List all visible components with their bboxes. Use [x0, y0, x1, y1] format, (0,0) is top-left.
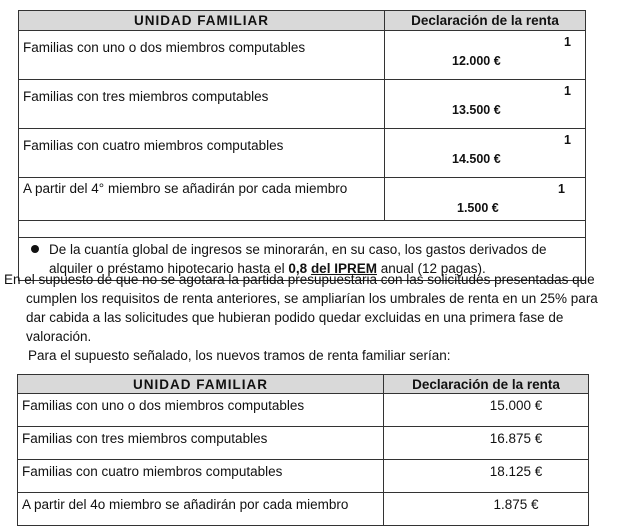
row-amount: 1.500 €: [457, 201, 499, 215]
table-row: [19, 178, 586, 221]
row-label: Familias con uno o dos miembros computables: [19, 31, 385, 80]
row-amount: 14.500 €: [452, 152, 501, 166]
row-label: Familias con uno o dos miembros computables: [18, 394, 384, 427]
table-row: [18, 394, 589, 427]
note-bold-iprem: del IPREM: [310, 261, 377, 276]
row-label: A partir del 4o miembro se añadirán por cada miembro: [18, 493, 384, 526]
empty-cell: [19, 221, 586, 238]
note-text-line1: De la cuantía global de ingresos se minorarán, en su caso, los gastos derivados de: [49, 242, 547, 257]
table-row: [18, 427, 589, 460]
footnote-marker: 1: [564, 35, 571, 49]
row-label: Familias con tres miembros computables: [19, 80, 385, 129]
row-amount: 12.000 €: [452, 54, 501, 68]
table-header-row: [18, 375, 589, 394]
paragraph-line: Para el supuesto señalado, los nuevos tramos de renta familiar serían:: [28, 348, 451, 363]
expanded-threshold-table: [17, 374, 589, 526]
income-threshold-table: [18, 10, 586, 281]
note-text-end: anual (12 pagas).: [376, 261, 486, 276]
table-header-row: [19, 11, 586, 31]
header-declaracion-renta: Declaración de la renta: [385, 11, 586, 31]
row-amount: 18.125 €: [384, 460, 589, 493]
paragraph-line: En el supuesto de que no se agotara la partida presupuestaria con las solicitudes presentadas que: [4, 272, 595, 287]
row-value-cell: [385, 129, 586, 178]
table-row: [18, 460, 589, 493]
paragraph-line: valoración.: [26, 329, 92, 344]
header-unidad-familiar: UNIDAD FAMILIAR: [18, 375, 384, 394]
paragraph-line: dar cabida a las solicitudes que hubieran podido quedar excluidas en una primera fase de: [26, 310, 564, 325]
header-unidad-familiar: UNIDAD FAMILIAR: [19, 11, 385, 31]
note-bold-value: 0,8: [288, 261, 308, 276]
header-declaracion-renta: Declaración de la renta: [384, 375, 589, 394]
explanatory-paragraph: [4, 270, 624, 365]
bullet-icon: [31, 245, 39, 253]
table-row: [19, 129, 586, 178]
footnote-marker: 1: [558, 182, 565, 196]
footnote-marker: 1: [564, 133, 571, 147]
row-amount: 13.500 €: [452, 103, 501, 117]
empty-row: [19, 221, 586, 238]
row-amount: 16.875 €: [384, 427, 589, 460]
row-amount: 1.875 €: [384, 493, 589, 526]
table-row: [18, 493, 589, 526]
table-row: [19, 31, 586, 80]
footnote-marker: 1: [564, 84, 571, 98]
row-value-cell: [385, 178, 586, 221]
row-value-cell: [385, 80, 586, 129]
note-text: alquiler o préstamo hipotecario hasta el: [49, 261, 289, 276]
paragraph-line: cumplen los requisitos de renta anteriores, se ampliarían los umbrales de renta en un 25% para: [26, 291, 598, 306]
row-label: Familias con tres miembros computables: [18, 427, 384, 460]
row-label: A partir del 4° miembro se añadirán por cada miembro: [19, 178, 385, 221]
row-amount: 15.000 €: [384, 394, 589, 427]
row-value-cell: [385, 31, 586, 80]
table-row: [19, 80, 586, 129]
row-label: Familias con cuatro miembros computables: [19, 129, 385, 178]
row-label: Familias con cuatro miembros computables: [18, 460, 384, 493]
